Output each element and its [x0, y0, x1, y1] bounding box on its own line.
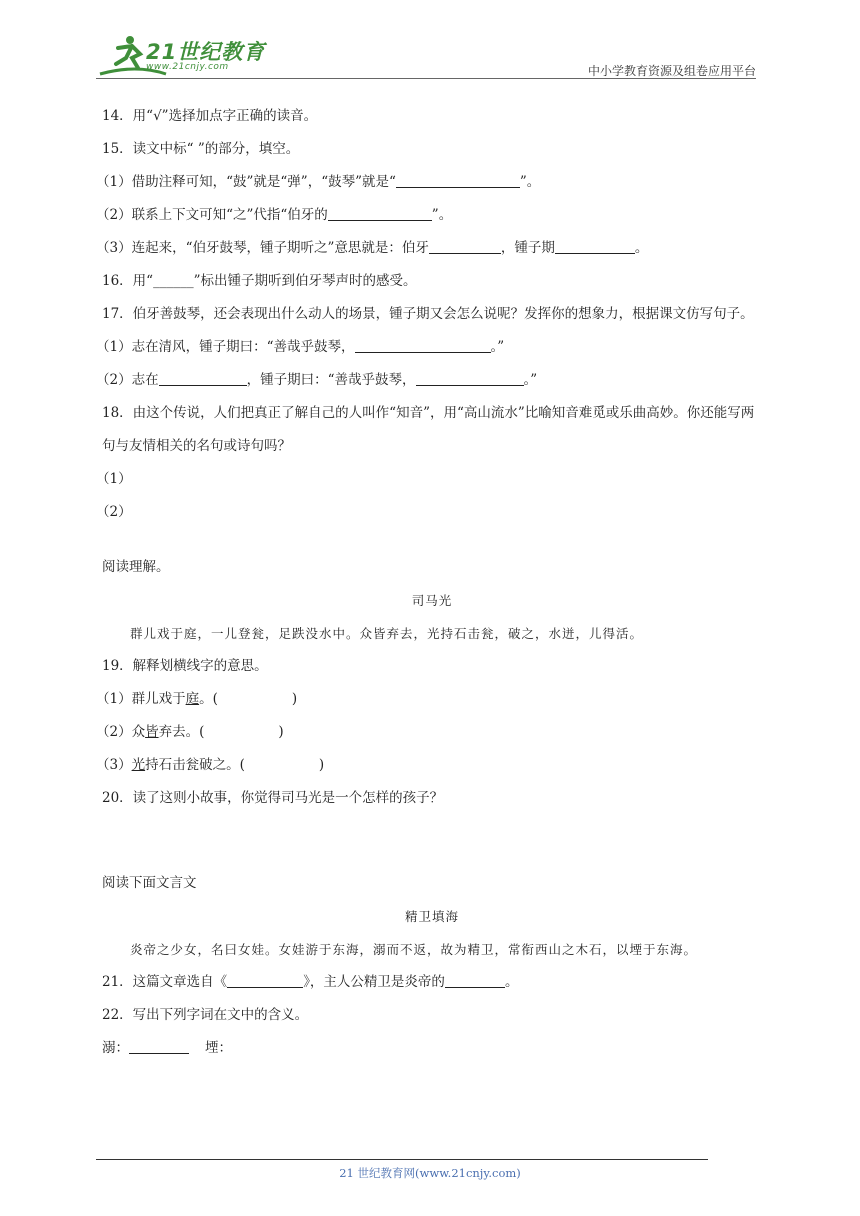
question-15-2: （2）联系上下文可知“之”代指“伯牙的 ”。	[96, 207, 453, 223]
answer-blank	[227, 973, 303, 988]
page-header	[0, 0, 860, 82]
answer-blank	[555, 239, 635, 254]
underlined-char: 庭	[185, 691, 200, 707]
passage-text-jingwei: 炎帝之少女，名曰女娃。女娃游于东海，溺而不返，故为精卫，常衔西山之木石，以堙于东海。	[130, 942, 698, 957]
question-18-1: （1）	[96, 471, 132, 487]
answer-blank	[159, 371, 247, 386]
logo-url: www.21cnjy.com	[146, 62, 229, 72]
section-heading-reading: 阅读理解。	[102, 559, 170, 575]
question-20: 20．读了这则小故事，你觉得司马光是一个怎样的孩子？	[102, 790, 444, 806]
answer-blank	[416, 371, 524, 386]
logo-text: 21世纪教育	[146, 40, 266, 64]
question-16: 16．用“______”标出锺子期听到伯牙琴声时的感受。	[102, 273, 417, 289]
answer-blank	[355, 338, 491, 353]
question-18: 18．由这个传说，人们把真正了解自己的人叫作“知音”，用“高山流水”比喻知音难觅或乐曲高妙。你还能写两句与友情相关的名句或诗句吗？	[102, 405, 755, 454]
answer-blank	[328, 206, 432, 221]
question-15-1: （1）借助注释可知，“鼓”就是“弹”，“鼓琴”就是“ ”。	[96, 174, 541, 190]
document-body	[96, 100, 762, 1065]
question-17-2: （2）志在 ，锺子期曰：“善哉乎鼓琴， 。”	[96, 372, 538, 388]
header-divider	[96, 78, 756, 79]
question-17-1: （1）志在清风，锺子期曰：“善哉乎鼓琴， 。”	[96, 339, 505, 355]
question-19-2: （2）众皆弃去。( )	[96, 724, 284, 740]
question-19-1: （1）群儿戏于庭。( )	[96, 691, 298, 707]
underlined-char: 光	[131, 757, 146, 773]
question-18-2: （2）	[96, 504, 132, 520]
header-platform-text: 中小学教育资源及组卷应用平台	[587, 64, 756, 78]
answer-blank	[445, 973, 505, 988]
question-22: 22．写出下列字词在文中的含义。	[102, 1007, 309, 1023]
footer-divider	[96, 1159, 708, 1160]
question-19: 19．解释划横线字的意思。	[102, 658, 268, 674]
question-17: 17．伯牙善鼓琴，还会表现出什么动人的场景，锺子期又会怎么说呢？发挥你的想象力，根据课文仿写句子。	[102, 306, 754, 322]
answer-blank	[129, 1039, 189, 1054]
question-15-3: （3）连起来，“伯牙鼓琴，锺子期听之”意思就是：伯牙 ，锺子期 。	[96, 240, 649, 256]
question-21: 21．这篇文章选自《 》，主人公精卫是炎帝的 。	[102, 974, 519, 990]
footer-link[interactable]: 21 世纪教育网(www.21cnjy.com)	[339, 1166, 521, 1180]
question-19-3: （3）光持石击瓮破之。( )	[96, 757, 325, 773]
question-14: 14．用“√”选择加点字正确的读音。	[102, 108, 318, 124]
answer-blank	[396, 173, 520, 188]
question-15: 15．读文中标“ ”的部分，填空。	[102, 141, 300, 157]
underlined-char: 皆	[145, 724, 159, 740]
passage-title-jingwei: 精卫填海	[404, 909, 459, 924]
passage-title-simaguang: 司马光	[411, 593, 453, 608]
passage-text-simaguang: 群儿戏于庭，一儿登瓮，足跌没水中。众皆弃去，光持石击瓮，破之，水迸，儿得活。	[130, 626, 644, 641]
answer-blank	[429, 239, 501, 254]
question-22-terms: 溺： 堙：	[102, 1040, 232, 1056]
section-heading-classical: 阅读下面文言文	[102, 875, 197, 891]
